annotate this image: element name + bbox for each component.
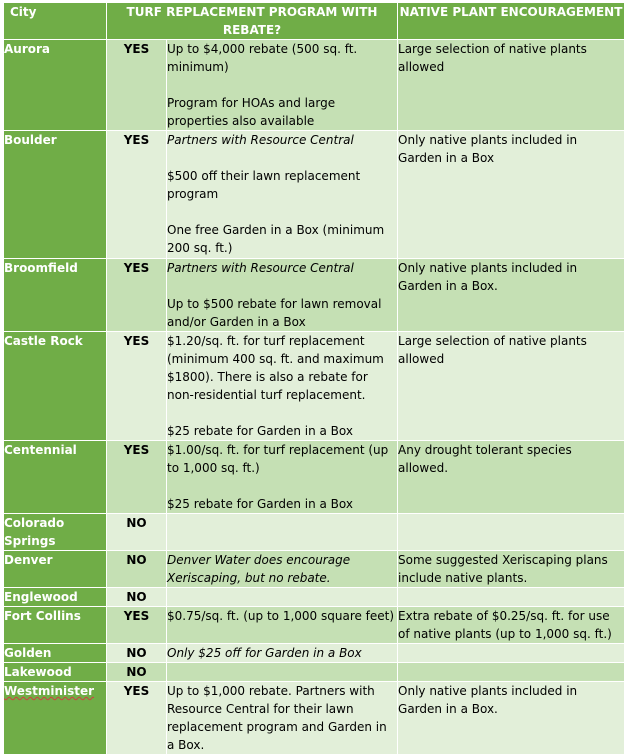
turf-program-cell (167, 644, 398, 663)
table-row (4, 551, 625, 588)
turf-text: Only $25 off for Garden in a Box (167, 646, 362, 660)
rebate-yes-no: YES (107, 332, 167, 441)
city-cell: Castle Rock (4, 332, 107, 441)
turf-text: Program for HOAs and large properties also available (167, 96, 336, 128)
city-cell: Boulder (4, 131, 107, 259)
rebate-yes-no: YES (107, 441, 167, 514)
city-cell: Centennial (4, 441, 107, 514)
native-plant-cell: Large selection of native plants allowed (398, 40, 625, 131)
turf-text: $25 rebate for Garden in a Box (167, 497, 353, 511)
table-row (4, 607, 625, 644)
turf-program-cell (167, 131, 398, 259)
native-plant-cell: Large selection of native plants allowed (398, 332, 625, 441)
native-plant-cell: Some suggested Xeriscaping plans include native plants. (398, 551, 625, 588)
city-cell: Englewood (4, 588, 107, 607)
header-native: NATIVE PLANT ENCOURAGEMENT (398, 3, 625, 40)
city-cell: Denver (4, 551, 107, 588)
turf-text: $1.20/sq. ft. for turf replacement (minimum 400 sq. ft. and maximum $1800). There is also a rebate for non-residential turf replacement. (167, 334, 384, 402)
native-plant-cell: Extra rebate of $0.25/sq. ft. for use of native plants (up to 1,000 sq. ft.) (398, 607, 625, 644)
table-row (4, 40, 625, 131)
city-cell: Lakewood (4, 663, 107, 682)
city-cell: Aurora (4, 40, 107, 131)
turf-text: One free Garden in a Box (minimum 200 sq. ft.) (167, 223, 385, 255)
turf-text: Up to $500 rebate for lawn removal and/or Garden in a Box (167, 297, 382, 329)
rebate-yes-no: YES (107, 131, 167, 259)
city-cell: Fort Collins (4, 607, 107, 644)
rebate-yes-no: YES (107, 40, 167, 131)
turf-text: Up to $4,000 rebate (500 sq. ft. minimum) (167, 42, 358, 74)
turf-program-cell (167, 332, 398, 441)
city-cell: Golden (4, 644, 107, 663)
city-cell (4, 682, 107, 755)
turf-program-cell (167, 259, 398, 332)
table-row (4, 259, 625, 332)
turf-program-cell (167, 514, 398, 551)
native-plant-cell: Only native plants included in Garden in a Box. (398, 682, 625, 755)
rebate-yes-no: NO (107, 588, 167, 607)
city-name-spellcheck: Westminister (4, 684, 95, 698)
table-row (4, 441, 625, 514)
header-turf: TURF REPLACEMENT PROGRAM WITH REBATE? (107, 3, 398, 40)
turf-program-cell (167, 441, 398, 514)
native-plant-cell (398, 663, 625, 682)
rebate-yes-no: NO (107, 644, 167, 663)
table-row (4, 131, 625, 259)
table-row (4, 663, 625, 682)
header-city: City (4, 3, 107, 40)
turf-program-cell (167, 682, 398, 755)
native-plant-cell: Only native plants included in Garden in a Box. (398, 259, 625, 332)
turf-text: $1.00/sq. ft. for turf replacement (up to 1,000 sq. ft.) (167, 443, 389, 475)
native-plant-cell (398, 514, 625, 551)
table-row (4, 332, 625, 441)
table-row (4, 514, 625, 551)
rebate-yes-no: NO (107, 514, 167, 551)
turf-program-cell (167, 663, 398, 682)
turf-program-cell (167, 588, 398, 607)
turf-text: Denver Water does encourage Xeriscaping, but no rebate. (167, 553, 351, 585)
turf-text: Partners with Resource Central (167, 133, 354, 147)
rebate-yes-no: NO (107, 663, 167, 682)
city-cell: Colorado Springs (4, 514, 107, 551)
native-plant-cell (398, 644, 625, 663)
turf-text: $25 rebate for Garden in a Box (167, 424, 353, 438)
native-plant-cell (398, 588, 625, 607)
rebate-yes-no: YES (107, 682, 167, 755)
rebate-yes-no: NO (107, 551, 167, 588)
city-cell: Broomfield (4, 259, 107, 332)
rebate-yes-no: YES (107, 259, 167, 332)
turf-text: Partners with Resource Central (167, 261, 354, 275)
turf-program-cell (167, 551, 398, 588)
table-row (4, 644, 625, 663)
turf-text: $500 off their lawn replacement program (167, 169, 361, 201)
turf-text: $0.75/sq. ft. (up to 1,000 square feet) (167, 609, 395, 623)
turf-program-cell (167, 40, 398, 131)
turf-program-cell (167, 607, 398, 644)
native-plant-cell: Any drought tolerant species allowed. (398, 441, 625, 514)
table-row (4, 588, 625, 607)
native-plant-cell: Only native plants included in Garden in a Box (398, 131, 625, 259)
rebate-yes-no: YES (107, 607, 167, 644)
turf-rebate-table (3, 2, 625, 755)
turf-text: Up to $1,000 rebate. Partners with Resource Central for their lawn replacement program and Garden in a Box. (167, 684, 387, 752)
table-row (4, 682, 625, 755)
header-row (4, 3, 625, 40)
